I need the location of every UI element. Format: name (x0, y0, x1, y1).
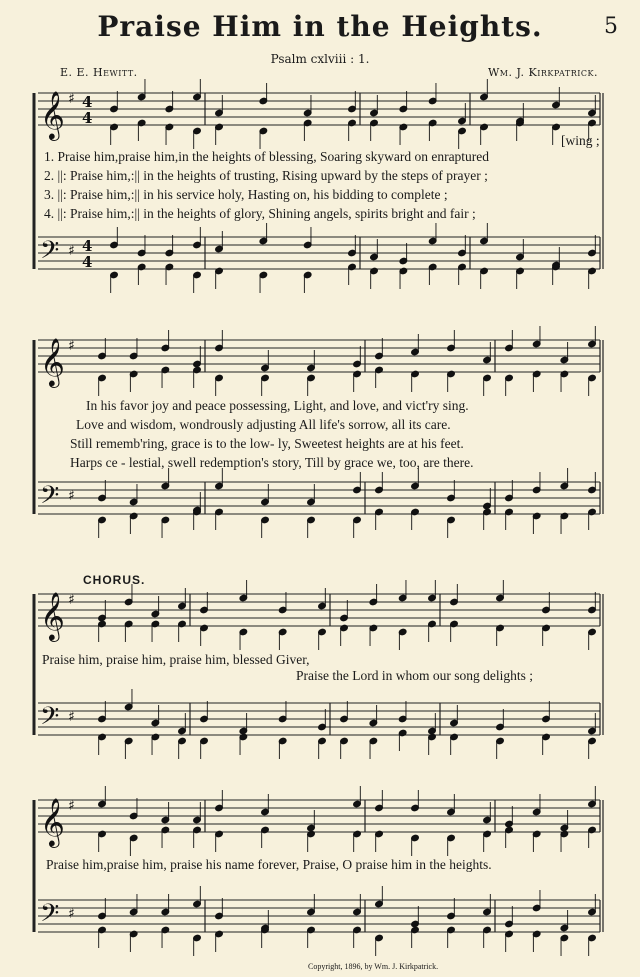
time-signature-bottom: 4 (82, 253, 93, 271)
copyright-notice: Copyright, 1896, by Wm. J. Kirkpatrick. (308, 962, 439, 971)
verse3-line2: Still rememb'ring, grace is to the low- ly, Sweetest heights are at his feet. (70, 436, 464, 451)
time-signature-top: 4 (82, 93, 93, 111)
lyric-wing: [wing ; (561, 133, 600, 148)
verse1-line1: 1. Praise him,praise him,in the heights of blessing, Soaring skyward on enraptured (44, 149, 490, 164)
key-signature-sharp-icon: ♯ (68, 243, 75, 259)
verse1-line2: In his favor joy and peace possessing, Light, and love, and vict'ry sing. (86, 398, 469, 413)
author-credit: E. E. Hewitt. (60, 66, 138, 79)
scripture-reference: Psalm cxlviii : 1. (270, 52, 370, 66)
page-number: 5 (604, 14, 618, 39)
key-signature-sharp-icon: ♯ (68, 592, 75, 608)
composer-credit: Wm. J. Kirkpatrick. (487, 66, 598, 79)
key-signature-sharp-icon: ♯ (68, 338, 75, 354)
key-signature-sharp-icon: ♯ (68, 488, 75, 504)
verse3-line1: 3. ||: Praise him,:|| in his service holy, Hasting on, his bidding to complete ; (44, 187, 448, 202)
chorus-label: CHORUS. (83, 573, 146, 587)
bass-clef-icon: 𝄢 (40, 899, 60, 934)
bass-clef-icon: 𝄢 (40, 702, 60, 737)
verse2-line2: Love and wisdom, wondrously adjusting All life's sorrow, all its care. (76, 417, 451, 432)
verse4-line2: Harps ce - lestial, swell redemption's story, Till by grace we, too, are there. (70, 455, 474, 470)
treble-clef-icon: 𝄞 (40, 797, 65, 846)
chorus-line2: Praise the Lord in whom our song delights ; (296, 668, 533, 683)
key-signature-sharp-icon: ♯ (68, 709, 75, 725)
hymn-title: Praise Him in the Heights. (97, 10, 543, 43)
treble-clef-icon: 𝄞 (40, 591, 65, 640)
treble-clef-icon: 𝄞 (40, 90, 65, 139)
time-signature-bottom: 4 (82, 109, 93, 127)
key-signature-sharp-icon: ♯ (68, 798, 75, 814)
chorus-line3: Praise him,praise him, praise his name forever, Praise, O praise him in the heights. (46, 857, 492, 872)
bass-clef-icon: 𝄢 (40, 236, 60, 271)
key-signature-sharp-icon: ♯ (68, 91, 75, 107)
time-signature-top: 4 (82, 237, 93, 255)
treble-clef-icon: 𝄞 (40, 337, 65, 386)
verse4-line1: 4. ||: Praise him,:|| in the heights of glory, Shining angels, spirits bright and fair ; (44, 206, 476, 221)
bass-clef-icon: 𝄢 (40, 481, 60, 516)
verse2-line1: 2. ||: Praise him,:|| in the heights of trusting, Rising upward by the steps of prayer ; (44, 168, 488, 183)
key-signature-sharp-icon: ♯ (68, 906, 75, 922)
chorus-line1: Praise him, praise him, praise him, blessed Giver, (42, 652, 310, 667)
